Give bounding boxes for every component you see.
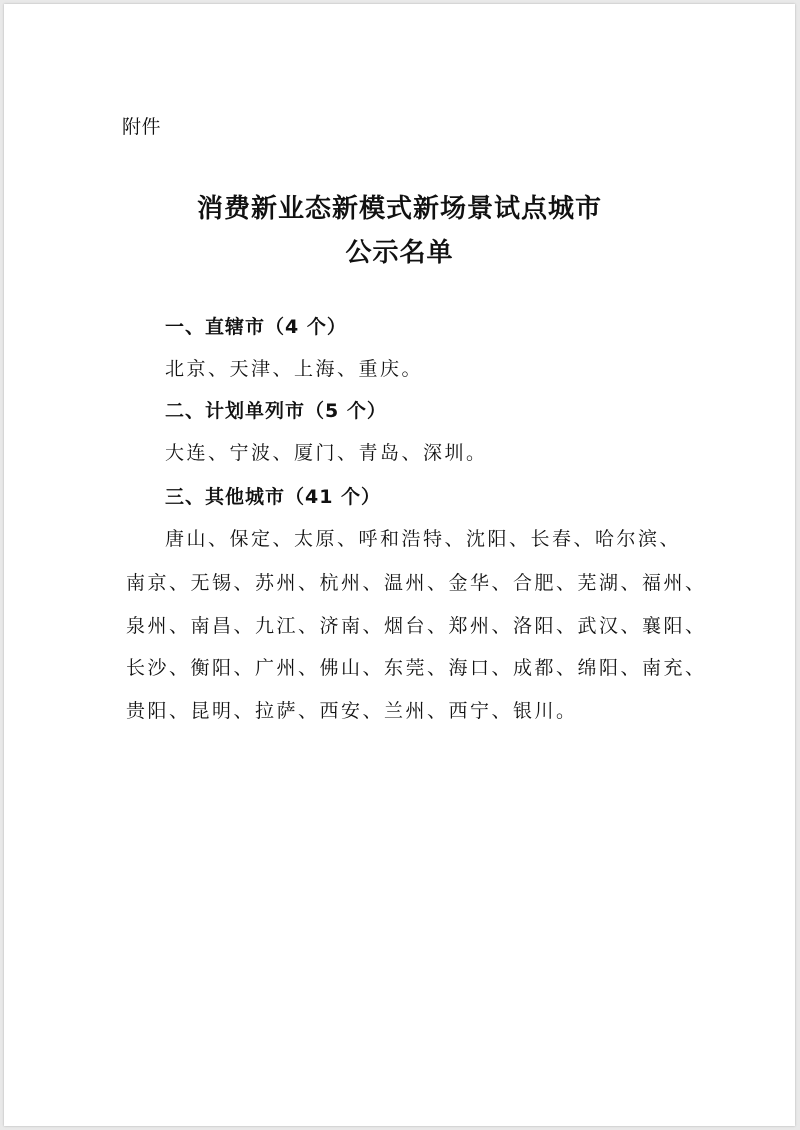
- document-title-line-1: 消费新业态新模式新场景试点城市: [196, 194, 602, 224]
- document-page: [4, 4, 795, 1126]
- city-list-separately-planned-cities: 大连、宁波、厦门、青岛、深圳。: [165, 442, 488, 464]
- city-list-other-cities-line-4: 长沙、衡阳、广州、佛山、东莞、海口、成都、绵阳、南充、: [126, 657, 707, 679]
- city-list-municipalities: 北京、天津、上海、重庆。: [165, 358, 424, 380]
- city-list-other-cities-line-5: 贵阳、昆明、拉萨、西安、兰州、西宁、银川。: [126, 700, 578, 722]
- city-list-other-cities-line-1: 唐山、保定、太原、呼和浩特、沈阳、长春、哈尔滨、: [165, 528, 682, 550]
- section-heading-other-cities: 三、其他城市（41 个）: [165, 486, 382, 508]
- section-heading-municipalities: 一、直辖市（4 个）: [165, 316, 347, 338]
- city-list-other-cities-line-2: 南京、无锡、苏州、杭州、温州、金华、合肥、芜湖、福州、: [126, 572, 707, 594]
- attachment-label: 附件: [122, 116, 162, 138]
- city-list-other-cities-line-3: 泉州、南昌、九江、济南、烟台、郑州、洛阳、武汉、襄阳、: [126, 615, 707, 637]
- document-title-line-2: 公示名单: [345, 238, 454, 268]
- section-heading-separately-planned-cities: 二、计划单列市（5 个）: [165, 400, 387, 422]
